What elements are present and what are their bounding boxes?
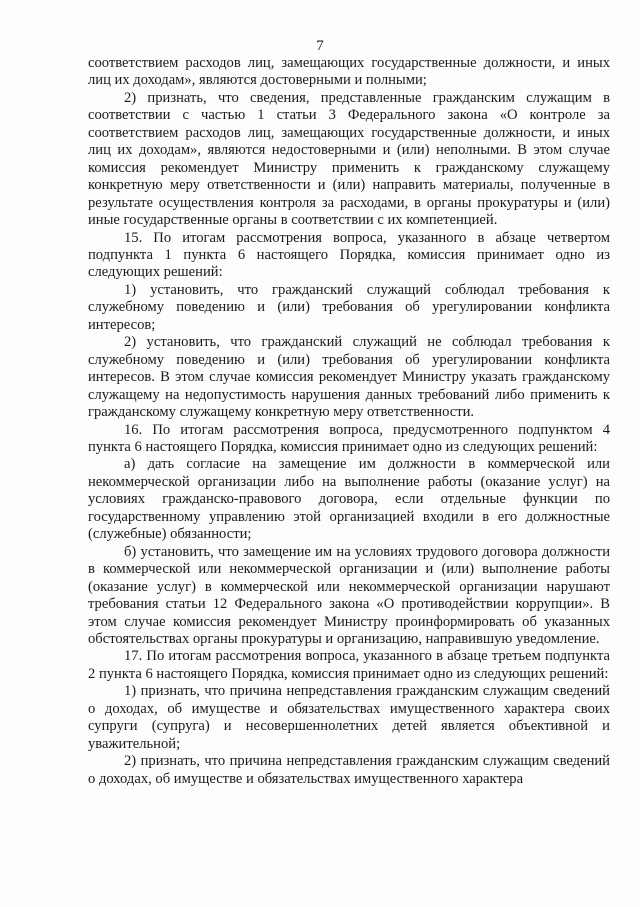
paragraph-continuation: соответствием расходов лиц, замещающих государственные должности, и иных лиц их доходам», являются достоверными и полными; — [88, 55, 610, 89]
document-body — [88, 55, 610, 788]
paragraph-point-16: 16. По итогам рассмотрения вопроса, предусмотренного подпунктом 4 пункта 6 настоящего Порядка, комиссия принимает одно из следующих решений: — [88, 421, 610, 455]
paragraph-16-item-a: а) дать согласие на замещение им должности в коммерческой или некоммерческой организации либо на выполнение работы (оказание услуг) на условиях гражданско-правового договора, если отдельные функции по государственному управлению этой организацией входили в его должностные (служебные) обязанности; — [88, 456, 610, 543]
paragraph-point-15: 15. По итогам рассмотрения вопроса, указанного в абзаце четвертом подпункта 1 пункта 6 настоящего Порядка, комиссия принимает одно из следующих решений: — [88, 229, 610, 281]
paragraph-17-item-1: 1) признать, что причина непредставления гражданским служащим сведений о доходах, об имуществе и обязательствах имущественного характера своих супруги (супруга) и несовершеннолетних детей является объективной и уважительной; — [88, 683, 610, 752]
paragraph-15-item-1: 1) установить, что гражданский служащий соблюдал требования к служебному поведению и (или) требования об урегулировании конфликта интересов; — [88, 281, 610, 333]
paragraph-point-17: 17. По итогам рассмотрения вопроса, указанного в абзаце третьем подпункта 2 пункта 6 настоящего Порядка, комиссия принимает одно из следующих решений: — [88, 648, 610, 682]
paragraph-17-item-2: 2) признать, что причина непредставления гражданским служащим сведений о доходах, об имуществе и обязательствах имущественного характера — [88, 753, 610, 787]
paragraph-item-2-unreliable: 2) признать, что сведения, представленные гражданским служащим в соответствии с частью 1 статьи 3 Федерального закона «О контроле за соответствием расходов лиц, замещающих государственные должности, и иных лиц их доходам», являются недостоверными и (или) неполными. В этом случае комиссия рекомендует Министру применить к гражданскому служащему конкретную меру ответственности и (или) направить материалы, полученные в результате осуществления контроля за расходами, в органы прокуратуры и (или) иные государственные органы в соответствии с их компетенцией. — [88, 89, 610, 229]
paragraph-15-item-2: 2) установить, что гражданский служащий не соблюдал требования к служебному поведению и (или) требования об урегулировании конфликта интересов. В этом случае комиссия рекомендует Министру указать гражданскому служащему на недопустимость нарушения данных требований либо применить к гражданскому служащему конкретную меру ответственности. — [88, 334, 610, 421]
page-number: 7 — [316, 38, 324, 54]
paragraph-16-item-b: б) установить, что замещение им на условиях трудового договора должности в коммерческой или некоммерческой организации и (или) выполнение работы (оказание услуг) в коммерческой или некоммерческой организации нарушают требования статьи 12 Федерального закона «О противодействии коррупции». В этом случае комиссия рекомендует Министру проинформировать об указанных обстоятельствах органы прокуратуры и организацию, направившую уведомление. — [88, 543, 610, 647]
